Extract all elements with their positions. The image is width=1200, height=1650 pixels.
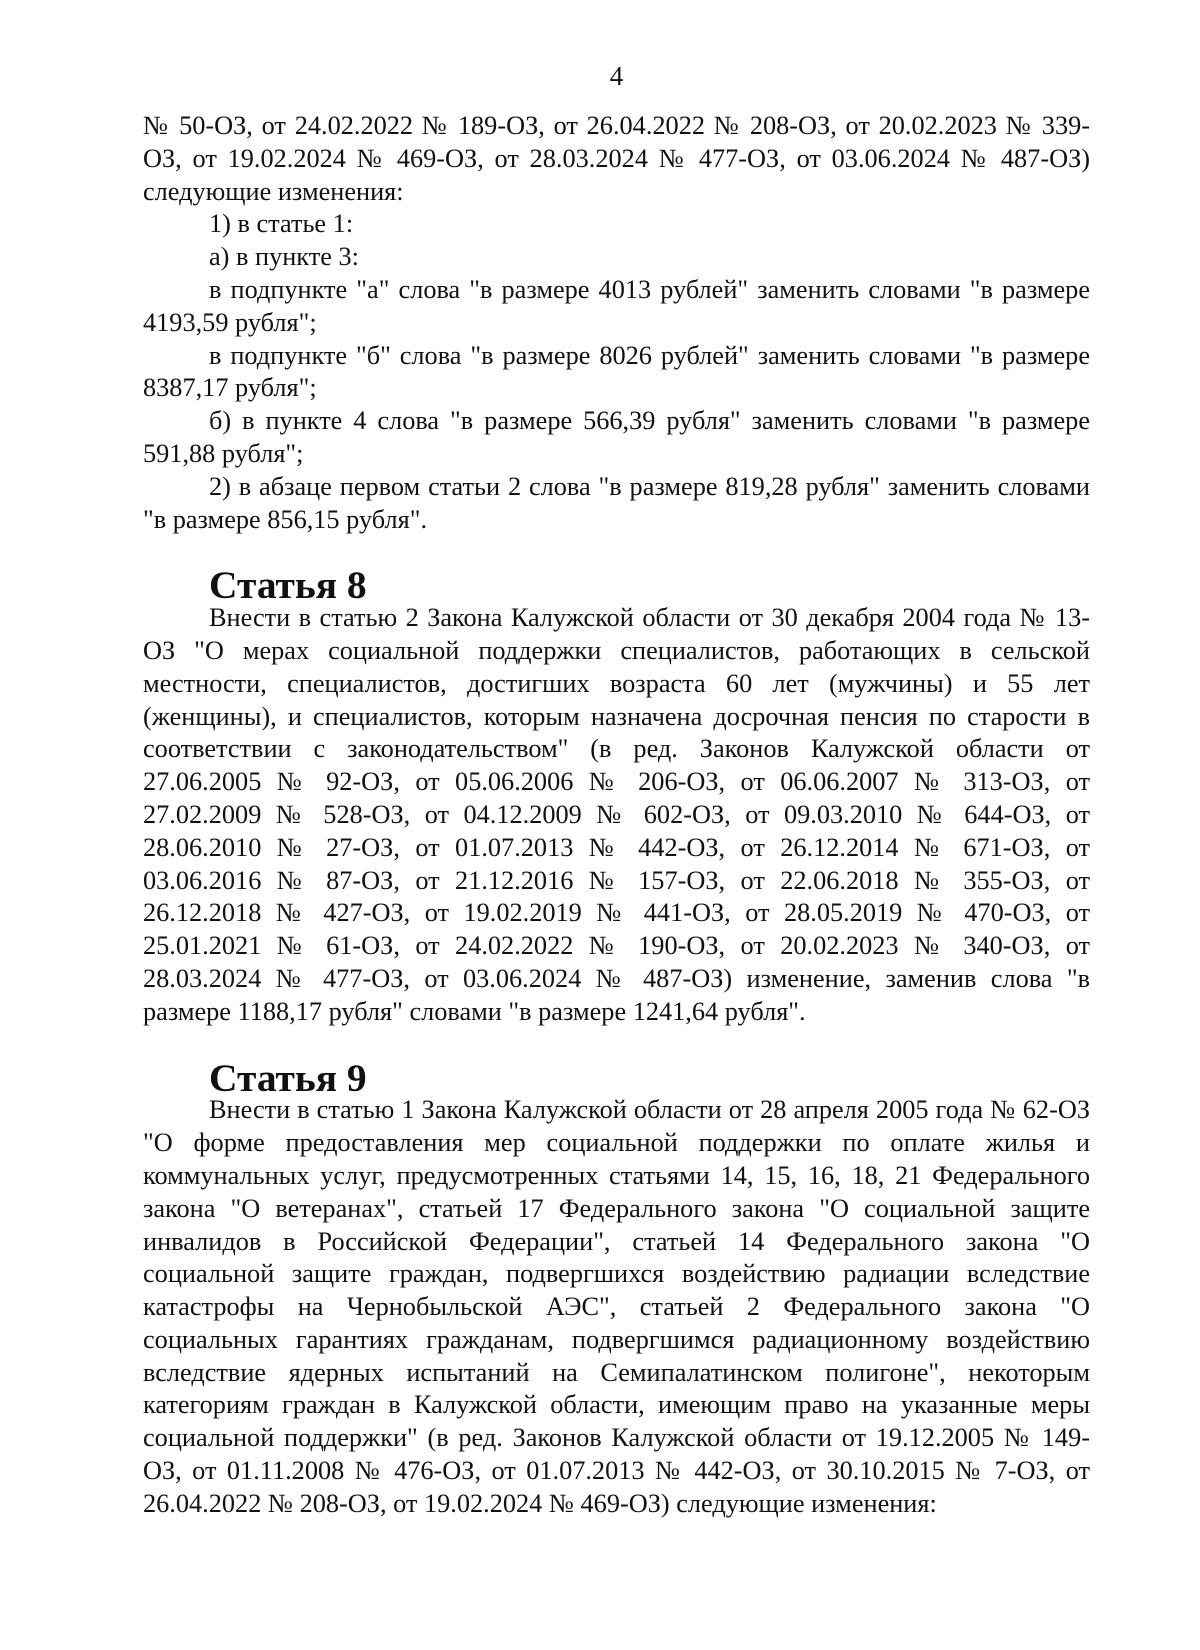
list-item-2: 2) в абзаце первом статьи 2 слова "в размере 819,28 рубля" заменить словами "в размере 856,15 рубля". <box>143 471 1090 534</box>
article-8-heading: Статья 8 <box>209 563 367 608</box>
article-9-heading: Статья 9 <box>209 1055 367 1100</box>
subparagraph-b: в подпункте "б" слова "в размере 8026 рублей" заменить словами "в размере 8387,17 рубля"; <box>143 340 1090 403</box>
paragraph-continuation: № 50-ОЗ, от 24.02.2022 № 189-ОЗ, от 26.04.2022 № 208-ОЗ, от 20.02.2023 № 339-ОЗ, от 19.02.2024 № 469-ОЗ, от 28.03.2024 № 477-ОЗ, от 03.06.2024 № 487-ОЗ) следующие изменения: <box>143 111 1090 206</box>
subparagraph-a: в подпункте "а" слова "в размере 4013 рублей" заменить словами "в размере 4193,59 рубля"; <box>143 274 1090 337</box>
article-8-text: Внести в статью 2 Закона Калужской области от 30 декабря 2004 года № 13-ОЗ "О мерах социальной поддержки специалистов, работающих в сельской местности, специалистов, достигших возраста 60 лет (мужчины) и 55 лет (женщины), и специалистов, которым назначена досрочная пенсия по старости в соответствии с законодательством" (в ред. Законов Калужской области от 27.06.2005 № 92-ОЗ, от 05.06.2006 № 206-ОЗ, от 06.06.2007 № 313-ОЗ, от 27.02.2009 № 528-ОЗ, от 04.12.2009 № 602-ОЗ, от 09.03.2010 № 644-ОЗ, от 28.06.2010 № 27-ОЗ, от 01.07.2013 № 442-ОЗ, от 26.12.2014 № 671-ОЗ, от 03.06.2016 № 87-ОЗ, от 21.12.2016 № 157-ОЗ, от 22.06.2018 № 355-ОЗ, от 26.12.2018 № 427-ОЗ, от 19.02.2019 № 441-ОЗ, от 28.05.2019 № 470-ОЗ, от 25.01.2021 № 61-ОЗ, от 24.02.2022 № 190-ОЗ, от 20.02.2023 № 340-ОЗ, от 28.03.2024 № 477-ОЗ, от 03.06.2024 № 487-ОЗ) изменение, заменив слова "в размере 1188,17 рубля" словами "в размере 1241,64 рубля". <box>143 603 1090 1026</box>
list-item-1a: а) в пункте 3: <box>209 242 359 272</box>
document-body <box>143 110 1090 1521</box>
article-9-text: Внести в статью 1 Закона Калужской области от 28 апреля 2005 года № 62-ОЗ "О форме предоставления мер социальной поддержки по оплате жилья и коммунальных услуг, предусмотренных статьями 14, 15, 16, 18, 21 Федерального закона "О ветеранах", статьей 17 Федерального закона "О социальной защите инвалидов в Российской Федерации", статьей 14 Федерального закона "О социальной защите граждан, подвергшихся воздействию радиации вследствие катастрофы на Чернобыльской АЭС", статьей 2 Федерального закона "О социальных гарантиях гражданам, подвергшимся радиационному воздействию вследствие ядерных испытаний на Семипалатинском полигоне", некоторым категориям граждан в Калужской области, имеющим право на указанные меры социальной поддержки" (в ред. Законов Калужской области от 19.12.2005 № 149-ОЗ, от 01.11.2008 № 476-ОЗ, от 01.07.2013 № 442-ОЗ, от 30.10.2015 № 7-ОЗ, от 26.04.2022 № 208-ОЗ, от 19.02.2024 № 469-ОЗ) следующие изменения: <box>143 1095 1090 1518</box>
list-item-1b: б) в пункте 4 слова "в размере 566,39 рубля" заменить словами "в размере 591,88 рубля"; <box>143 406 1090 468</box>
page-number: 4 <box>609 61 624 91</box>
list-item-1: 1) в статье 1: <box>209 209 354 239</box>
